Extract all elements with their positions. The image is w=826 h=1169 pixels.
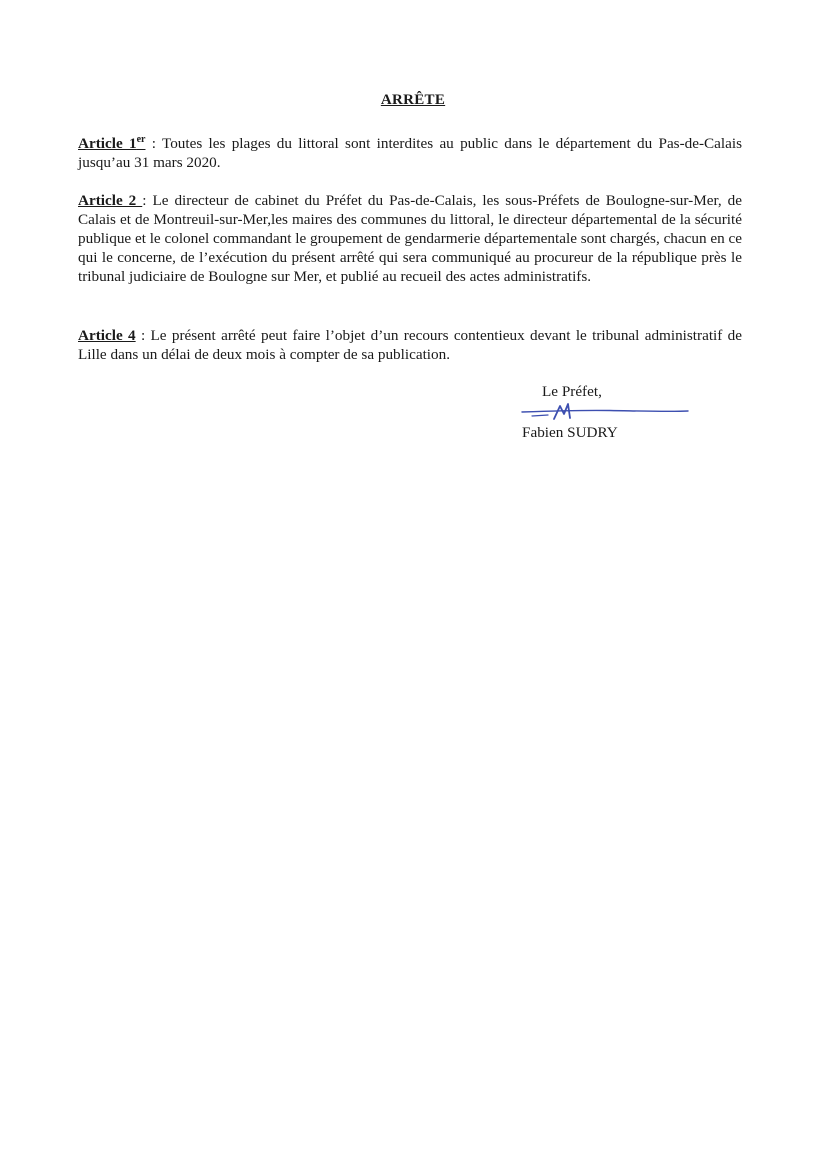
article-1-label-text: Article 1 xyxy=(78,135,137,152)
article-1-text: : Toutes les plages du littoral sont interdites au public dans le département du Pas-de-Calais jusqu’au 31 mars 2020. xyxy=(78,135,743,171)
signatory-title: Le Préfet, xyxy=(542,383,602,400)
article-4-label: Article 4 xyxy=(78,327,136,344)
signature-block xyxy=(510,382,710,452)
article-1 xyxy=(78,134,742,172)
article-2-label: Article 2 xyxy=(78,192,143,209)
article-2-text: : Le directeur de cabinet du Préfet du Pas-de-Calais, les sous-Préfets de Boulogne-sur-Mer, de Calais et de Montreuil-sur-Mer,les maires des communes du littoral, le directeur départemental de la sécurité publique et le colonel commandant le groupement de gendarmerie départementale sont chargés, chacun en ce qui le concerne, de l’exécution du présent arrêté qui sera communiqué au procureur de la république près le tribunal judiciaire de Boulogne sur Mer, et publié au recueil des actes administratifs. xyxy=(78,192,742,285)
article-1-label xyxy=(78,135,145,152)
article-4 xyxy=(78,326,742,364)
article-2 xyxy=(78,191,742,286)
signatory-name: Fabien SUDRY xyxy=(522,424,618,441)
article-1-label-sup: er xyxy=(136,134,146,145)
document-heading: ARRÊTE xyxy=(380,92,446,108)
article-4-text: : Le présent arrêté peut faire l’objet d’un recours contentieux devant le tribunal administratif de Lille dans un délai de deux mois à compter de sa publication. xyxy=(78,327,742,363)
